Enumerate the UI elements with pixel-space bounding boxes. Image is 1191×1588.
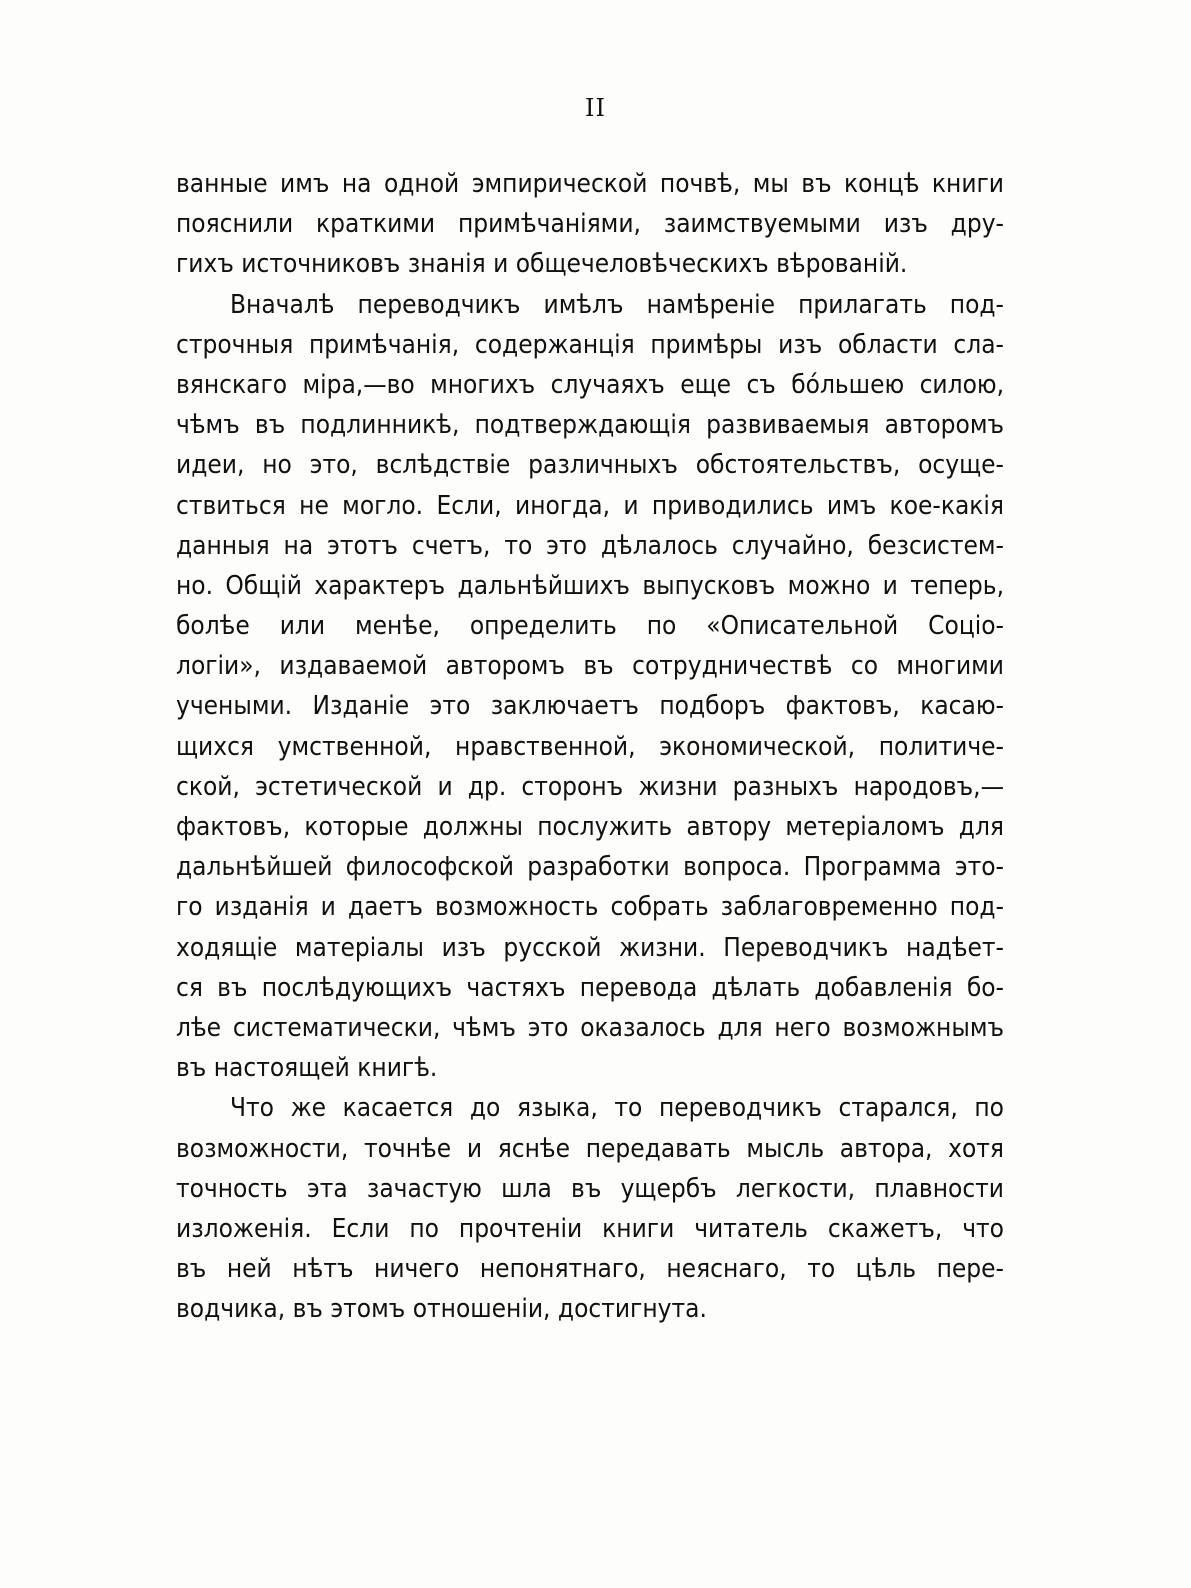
text-line: но. Общій характеръ дальнѣйшихъ выпусковъ можно и теперь,	[176, 570, 1004, 601]
text-line: ской, эстетической и др. сторонъ жизни разныхъ народовъ,—	[176, 771, 1004, 802]
text-line: возможности, точнѣе и яснѣе передавать мысль автора, хотя	[176, 1133, 1004, 1164]
text-line: учеными. Изданіе это заключаетъ подборъ фактовъ, касаю-	[176, 691, 1004, 722]
text-line: ванные имъ на одной эмпирической почвѣ, мы въ концѣ книги	[176, 169, 1004, 199]
text-line: пояснили краткими примѣчаніями, заимствуемыми изъ дру-	[176, 209, 1004, 240]
text-line: вянскаго міра,—во многихъ случаяхъ еще съ бо́льшею силою,	[176, 369, 1004, 400]
text-line: водчика, въ этомъ отношеніи, достигнута.	[176, 1294, 707, 1325]
text-line: строчныя примѣчанія, содержанція примѣры изъ области сла-	[176, 329, 1004, 360]
text-line: болѣе или менѣе, определить по «Описательной Соціо-	[176, 611, 1004, 642]
text-line: ходящіе матеріалы изъ русской жизни. Переводчикъ надѣет-	[176, 932, 1004, 963]
text-line: логіи», издаваемой авторомъ въ сотрудничествѣ со многими	[176, 651, 1004, 682]
text-line: точность эта зачастую шла въ ущербъ легкости, плавности	[176, 1173, 1004, 1204]
text-line: дальнѣйшей философской разработки вопроса. Программа это-	[176, 852, 1004, 883]
text-line: щихся умственной, нравственной, экономической, политиче-	[176, 731, 1004, 762]
text-line: чѣмъ въ подлинникѣ, подтверждающія развиваемыя авторомъ	[176, 410, 1004, 441]
text-line: ствиться не могло. Если, иногда, и приводились имъ кое-какія	[176, 490, 1004, 521]
text-line: Вначалѣ переводчикъ имѣлъ намѣреніе прилагать под-	[230, 289, 1004, 320]
paragraph	[176, 164, 1004, 285]
text-line: ся въ послѣдующихъ частяхъ перевода дѣлать добавленія бо-	[176, 972, 1004, 1003]
text-line: въ ней нѣтъ ничего непонятнаго, неяснаго, то цѣль пере-	[176, 1254, 1004, 1285]
text-line: фактовъ, которые должны послужить автору метеріаломъ для	[176, 812, 1004, 842]
paragraph	[176, 285, 1004, 1089]
text-line: данныя на этотъ счетъ, то это дѣлалось случайно, безсистем-	[176, 530, 1004, 561]
text-line: лѣе систематически, чѣмъ это оказалось для него возможнымъ	[176, 1012, 1004, 1043]
body-text	[176, 164, 1004, 1329]
paragraph	[176, 1088, 1004, 1329]
text-line: идеи, но это, вслѣдствіе различныхъ обстоятельствъ, осуще-	[176, 450, 1004, 481]
text-line: изложенія. Если по прочтеніи книги читатель скажетъ, что	[176, 1213, 1004, 1244]
page-number: II	[585, 94, 606, 122]
text-line: го изданія и даетъ возможность собрать заблаговременно под-	[176, 892, 1004, 923]
text-line: въ настоящей книгѣ.	[176, 1053, 438, 1084]
text-line: Что же касается до языка, то переводчикъ старался, по	[230, 1093, 1004, 1124]
text-line: гихъ источниковъ знанія и общечеловѣческихъ вѣрованій.	[176, 249, 908, 280]
